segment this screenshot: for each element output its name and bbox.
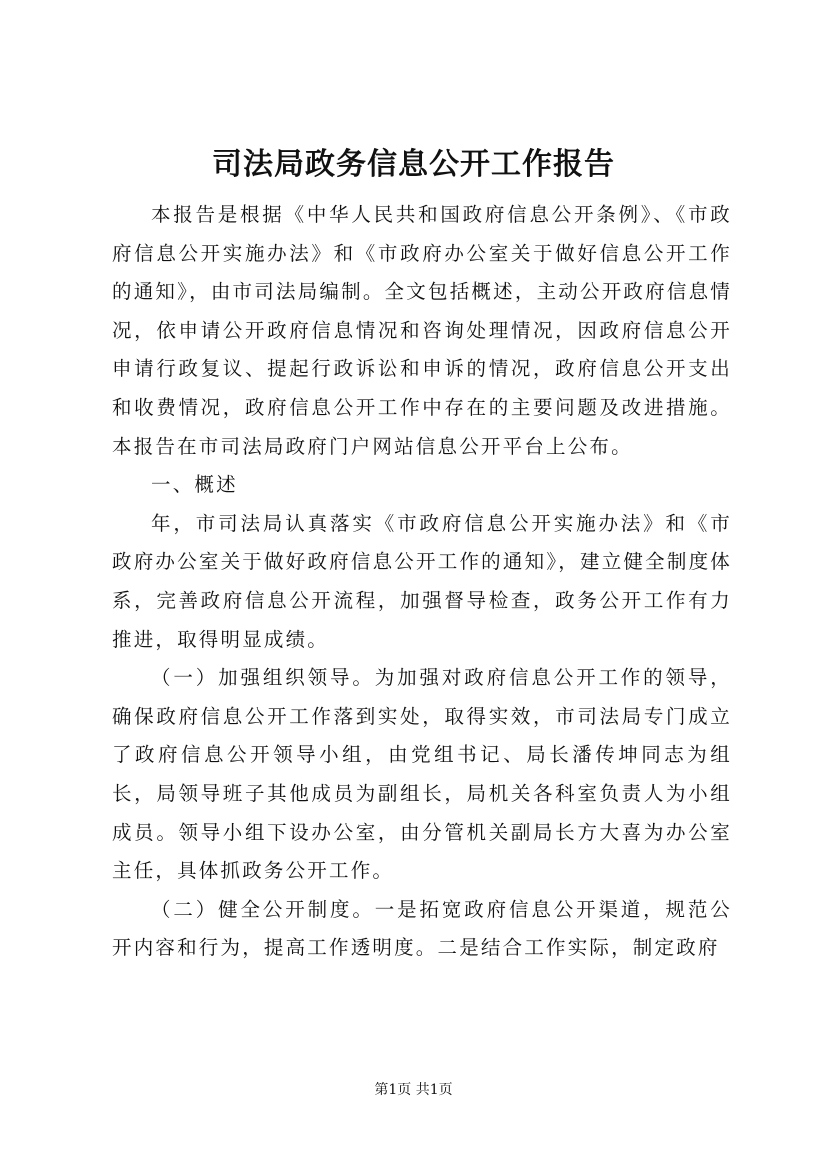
paragraph-overview: 年，市司法局认真落实《市政府信息公开实施办法》和《市政府办公室关于做好政府信息公开工作的通知》，建立健全制度体系，完善政府信息公开流程，加强督导检查，政务公开工作有力推进，取得明显成绩。 bbox=[112, 511, 732, 651]
page-number-footer: 第1页 共1页 bbox=[374, 1082, 453, 1098]
document-title: 司法局政务信息公开工作报告 bbox=[212, 147, 615, 182]
paragraph-intro: 本报告是根据《中华人民共和国政府信息公开条例》、《市政府信息公开实施办法》和《市政府办公室关于做好信息公开工作的通知》，由市司法局编制。全文包括概述，主动公开政府信息情况，依申请公开政府信息情况和咨询处理情况，因政府信息公开申请行政复议、提起行政诉讼和申诉的情况，政府信息公开支出和收费情况，政府信息公开工作中存在的主要问题及改进措施。本报告在市司法局政府门户网站信息公开平台上公布。 bbox=[112, 203, 732, 458]
section-heading-overview: 一、概述 bbox=[151, 473, 238, 497]
document-body bbox=[112, 196, 732, 968]
paragraph-system: （二）健全公开制度。一是拓宽政府信息公开渠道，规范公开内容和行为，提高工作透明度。二是结合工作实际，制定政府 bbox=[112, 897, 732, 960]
paragraph-organization: （一）加强组织领导。为加强对政府信息公开工作的领导，确保政府信息公开工作落到实处，取得实效，市司法局专门成立了政府信息公开领导小组，由党组书记、局长潘传坤同志为组长，局领导班子其他成员为副组长，局机关各科室负责人为小组成员。领导小组下设办公室，由分管机关副局长方大喜为办公室主任，具体抓政务公开工作。 bbox=[112, 666, 732, 883]
